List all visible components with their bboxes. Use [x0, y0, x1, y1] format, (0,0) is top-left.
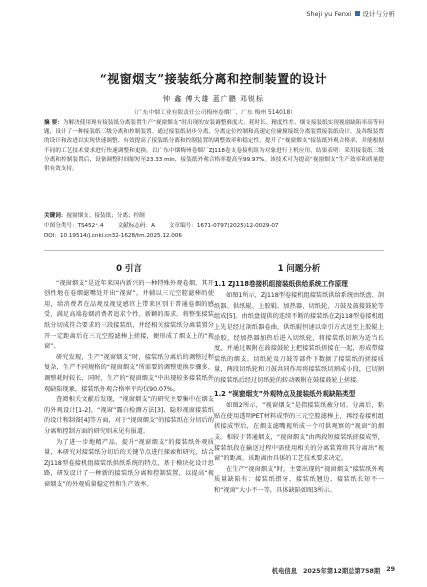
page-footer: [272, 566, 395, 575]
issue-info: 2025年第12期总第758期: [303, 568, 381, 575]
affiliation: （广东中烟工业有限责任公司梅州卷烟厂，广东 梅州 514018）: [131, 110, 296, 116]
author-list: 钟 鑫 傅大雄 蓝广鹏 邓锐标: [163, 95, 264, 103]
header-authors: Sheji yu Fenxi: [306, 9, 352, 18]
running-header: [306, 9, 395, 18]
square-bullet-icon: [355, 11, 360, 16]
intro-paragraph: 为了进一步地精产品，提升“视窗烟支”的接装纸外观质量，本研究对接装纸分切后的关键节点进行探索和研究，结合ZJ118型卷接机组接装纸供纸系统的特点，基于模块化设计思路，研发设计了一种新的接装纸分离和控制装置，以提高“视窗烟支”的外观质量稳定性和生产效率。: [44, 438, 214, 488]
intro-paragraph: 研究发现，生产“视窗烟支”时，接装纸分离后的调整过程复杂，生产不同规格的“视窗烟支”所需要的调整更换步骤多、调整耗时较长，同时，生产的“视窗烟支”中出现较多接装纸外观缺陷现象，接装纸外观合格率平均仅90.07%。: [44, 353, 214, 393]
abstract-label: 摘 要：: [44, 120, 63, 126]
journal-name: 机电信息: [271, 568, 298, 575]
abstract-text: 为解决使用现有接装纸分离装置生产“视窗烟支”时出现的安装调整难度大、耗时长、精度性差、烟支接装纸实现视窗缺陷率高等问题，设计了一种接装纸三级分离和控制装置。通过接装纸初步分离，分离定位控制和高速定位碰撞接纸分离装置接装纸设计，及各级装置的设计和改进以实现快速调整、有效提高了接装纸分离和控制装置的调整效率和稳定性，提升了“视窗烟支”接装纸外观合格率，并能根据不同的工艺技术要求进行快速调整和更换。以广东中烟梅州卷烟厂ZJ118卷支卷接机组为对象进行上机应用，结果表明：采用接装纸三级分离和控制装置后，设备调整时间缩短至23.33 min，接装纸外观合格率提高至99.97%。该技术可为提高“视窗烟支”生产效率和质量提供有效支持。: [44, 120, 384, 173]
right-column: [214, 264, 384, 496]
classification-line: [44, 222, 384, 231]
paper-title: “视窗烟支”接装纸分离和控制装置的设计: [99, 72, 328, 86]
left-column: [44, 264, 214, 490]
keywords-text: 视窗烟支；接装纸；分离；控制: [66, 213, 145, 219]
article-number: 文章编号：1671-0797(2025)12-0029-07: [168, 223, 279, 229]
body-paragraph: 如图2所示，“视窗烟支”是指接装纸被分切、分离后，粘贴在使用透明PET材料成型的三元空腔滤棒上，再经卷接机组搓接成型后，在烟支滤嘴视所成一个可供观察的“视窗”的烟支。相较于普通烟支，“视窗烟支”由两段短接装纸搓接成型，接装纸段在输送过程中需使用相关的分离装置将其分离出“视窗”的距离，该距离由具体的工艺技术要求决定。: [214, 402, 384, 463]
body-paragraph: 在生产“视窗烟支”时，主要出现的“视窗烟支”接装纸外观质量缺陷有：接装纸错牙、接装纸翘边、接装纸长短不一和“视窗”大小不一等，具体缺陷如图3所示。: [214, 465, 384, 494]
keywords: [44, 212, 384, 221]
abstract: [44, 119, 384, 174]
intro-paragraph: 查阅相关文献后发现，“视窗烟支”的研究主要集中在烟支的外观设计[1-2]、“视窗”露白检测方法[3]、隐形视窗接装纸的设计和制备[4]等方面，对于“视窗烟支”的接装纸在分切后的分离和控制方面的研究则未见有报道。: [44, 396, 214, 435]
section-heading-intro: 0 引言: [116, 264, 142, 274]
keywords-label: 关键词：: [44, 213, 67, 219]
doi: DOI：10.19514/j.cnki.cn32-1628/tm.2025.12.006: [44, 233, 182, 239]
header-section: 设计与分析: [362, 10, 395, 18]
divider: [44, 250, 384, 251]
subsection-heading: 1.1 ZJ118卷接机组接装纸供给系统工作原理: [214, 279, 348, 288]
page-number: 29: [386, 566, 395, 573]
body-paragraph: 如图1所示，ZJ118型卷接机组接装纸供给系统由纸盘、剖纸器、供纸辊、上胶辊、加热器、切纸轮、刀鼓及鼓接鼓轮等组成[5]。由纸盘提供的连续不断的接装纸在ZJ118型卷接机组上先是经过剖纸器卷曲，供纸辊恒速以牵引方式送至上胶辊上涂胶，经加热器加热后进入切纸轮，将接装纸切割为适当长度，并通过吸附在鼓接鼓轮上把接装纸搓接在一起，形成带接装纸的烟支。切纸轮及刀鼓等部件下数据了接装纸的搓接质量，两段切纸轮和刀鼓共同作用将接装纸切割成小段，已切割的接装纸后经过切纸轮的转动吸附在鼓接鼓轮上搓接。: [214, 292, 384, 384]
intro-paragraph: “视窗烟支”是近年来国内新兴的一种特殊外观卷烟，其开创性地在卷烟滤嘴处开出“视窗”，并辅以三元空腔滤棒的使用，给消费者在品观及视觉感官上带来区别于普通卷烟的感受，满足高端卷烟消费者追求个性、新颖的需求。将整张接装纸分切成符合要求的三段接装纸，并经相关接装纸分离装置分开一定距离后在三元空腔滤棒上搓接，便形成了烟支上的“视窗”。: [44, 279, 214, 351]
section-heading-analysis: 1 问题分析: [277, 264, 321, 274]
subsection-heading: 1.2 “视窗烟支”外观特点及接装纸外观缺陷类型: [214, 389, 356, 398]
doc-code: 文献标志码：A: [117, 223, 155, 229]
clc-number: 中图分类号：TS452⁺.4: [44, 223, 104, 229]
